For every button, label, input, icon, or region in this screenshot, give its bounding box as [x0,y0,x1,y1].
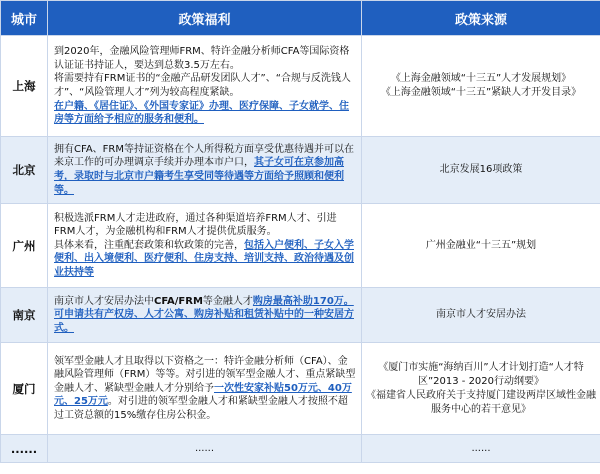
source-line: 《上海金融领域“十三五”紧缺人才开发目录》 [380,87,582,98]
table-row [1,435,600,463]
policy-text: 具体来看，注重配套政策和软政策的完善， [54,239,244,251]
source-cell [362,343,600,435]
policy-text: 拥有CFA、FRM等持证资格在个人所得税方面享受优惠待遇并可以在来京工作的可办理调京手续并办理本市户口， [54,143,354,169]
source-cell: 南京市人才安居办法 [362,288,600,343]
policy-cell [48,137,362,204]
policy-paragraph: 将需要持有FRM证书的“金融产品研发团队人才”、“合规与反洗钱人才”、“风险管理人才”列为较高程度紧缺。 [54,73,351,98]
policy-highlight: 包括入户便利、子女入学便利、出入境便利、医疗便利、住房支持、培训支持、政治待遇及创业扶持等 [54,239,354,278]
policy-cell: ...... [48,435,362,463]
city-cell: 厦门 [1,343,48,435]
policy-text: 南京市人才安居办法中 [54,295,154,307]
table-row [1,137,600,204]
city-cell: 南京 [1,288,48,343]
source-cell: 广州金融业“十三五”规划 [362,204,600,288]
table-header-row [1,1,600,36]
policy-text: 。对引进的领军型金融人才和紧缺型金融人才按照不超过工资总额的15%缴存住房公积金。 [54,396,348,421]
policy-paragraph: 到2020年，金融风险管理师FRM、特许金融分析师CFA等国际资格认证证书持证人，要达到总数3.5万左右。 [54,46,350,71]
policy-bold: CFA/FRM [154,295,203,307]
policy-highlight: 其子女可在京参加高考，录取时与北京市户籍考生享受同等待遇等方面给予照顾和便利等。 [54,157,344,196]
policy-paragraph: 积极选派FRM人才走进政府，通过各种渠道培养FRM人才、引进FRM人才，为金融机构和FRM人才提供优质服务。 [54,212,337,238]
city-cell: 广州 [1,204,48,288]
policy-cell [48,36,362,137]
city-cell: 北京 [1,137,48,204]
policy-paragraph [54,239,356,280]
header-source: 政策来源 [362,1,600,36]
table-row [1,288,600,343]
policy-cell [48,288,362,343]
policy-highlight: 一次性安家补贴50万元、40万元、25万元 [54,382,352,408]
policy-cell [48,204,362,288]
source-cell: ...... [362,435,600,463]
policy-highlight: 在户籍、《居住证》、《外国专家证》办理、医疗保障、子女就学、住房等方面给予相应的服务和便利。 [54,100,349,126]
policy-cell [48,343,362,435]
policy-text: 等金融人才 [202,295,253,307]
policy-highlight: 购房最高补助170万。可申请共有产权房、人才公寓、购房补贴和租赁补贴中的一种安居方式。 [54,295,354,334]
header-policy: 政策福利 [48,1,362,36]
source-cell [362,36,600,137]
source-cell: 北京发展16项政策 [362,137,600,204]
source-line: 《福建省人民政府关于支持厦门建设两岸区域性金融服务中心的若干意见》 [366,389,596,415]
policy-text: 领军型金融人才且取得以下资格之一：特许金融分析师（CFA）、金融风险管理师（FRM）等等。对引进的领军型金融人才、重点紧缺型金融人才、紧缺型金融人才分别给予 [54,355,356,394]
table-row [1,343,600,435]
table-row [1,204,600,288]
table-row [1,36,600,137]
header-city: 城市 [1,1,48,36]
city-cell: ...... [1,435,48,463]
source-line: 《上海金融领域“十三五”人才发展规划》 [390,73,572,84]
city-cell: 上海 [1,36,48,137]
source-line: 《厦门市实施“海纳百川”人才计划打造“人才特区”2013 - 2020行动纲要》 [378,361,584,387]
